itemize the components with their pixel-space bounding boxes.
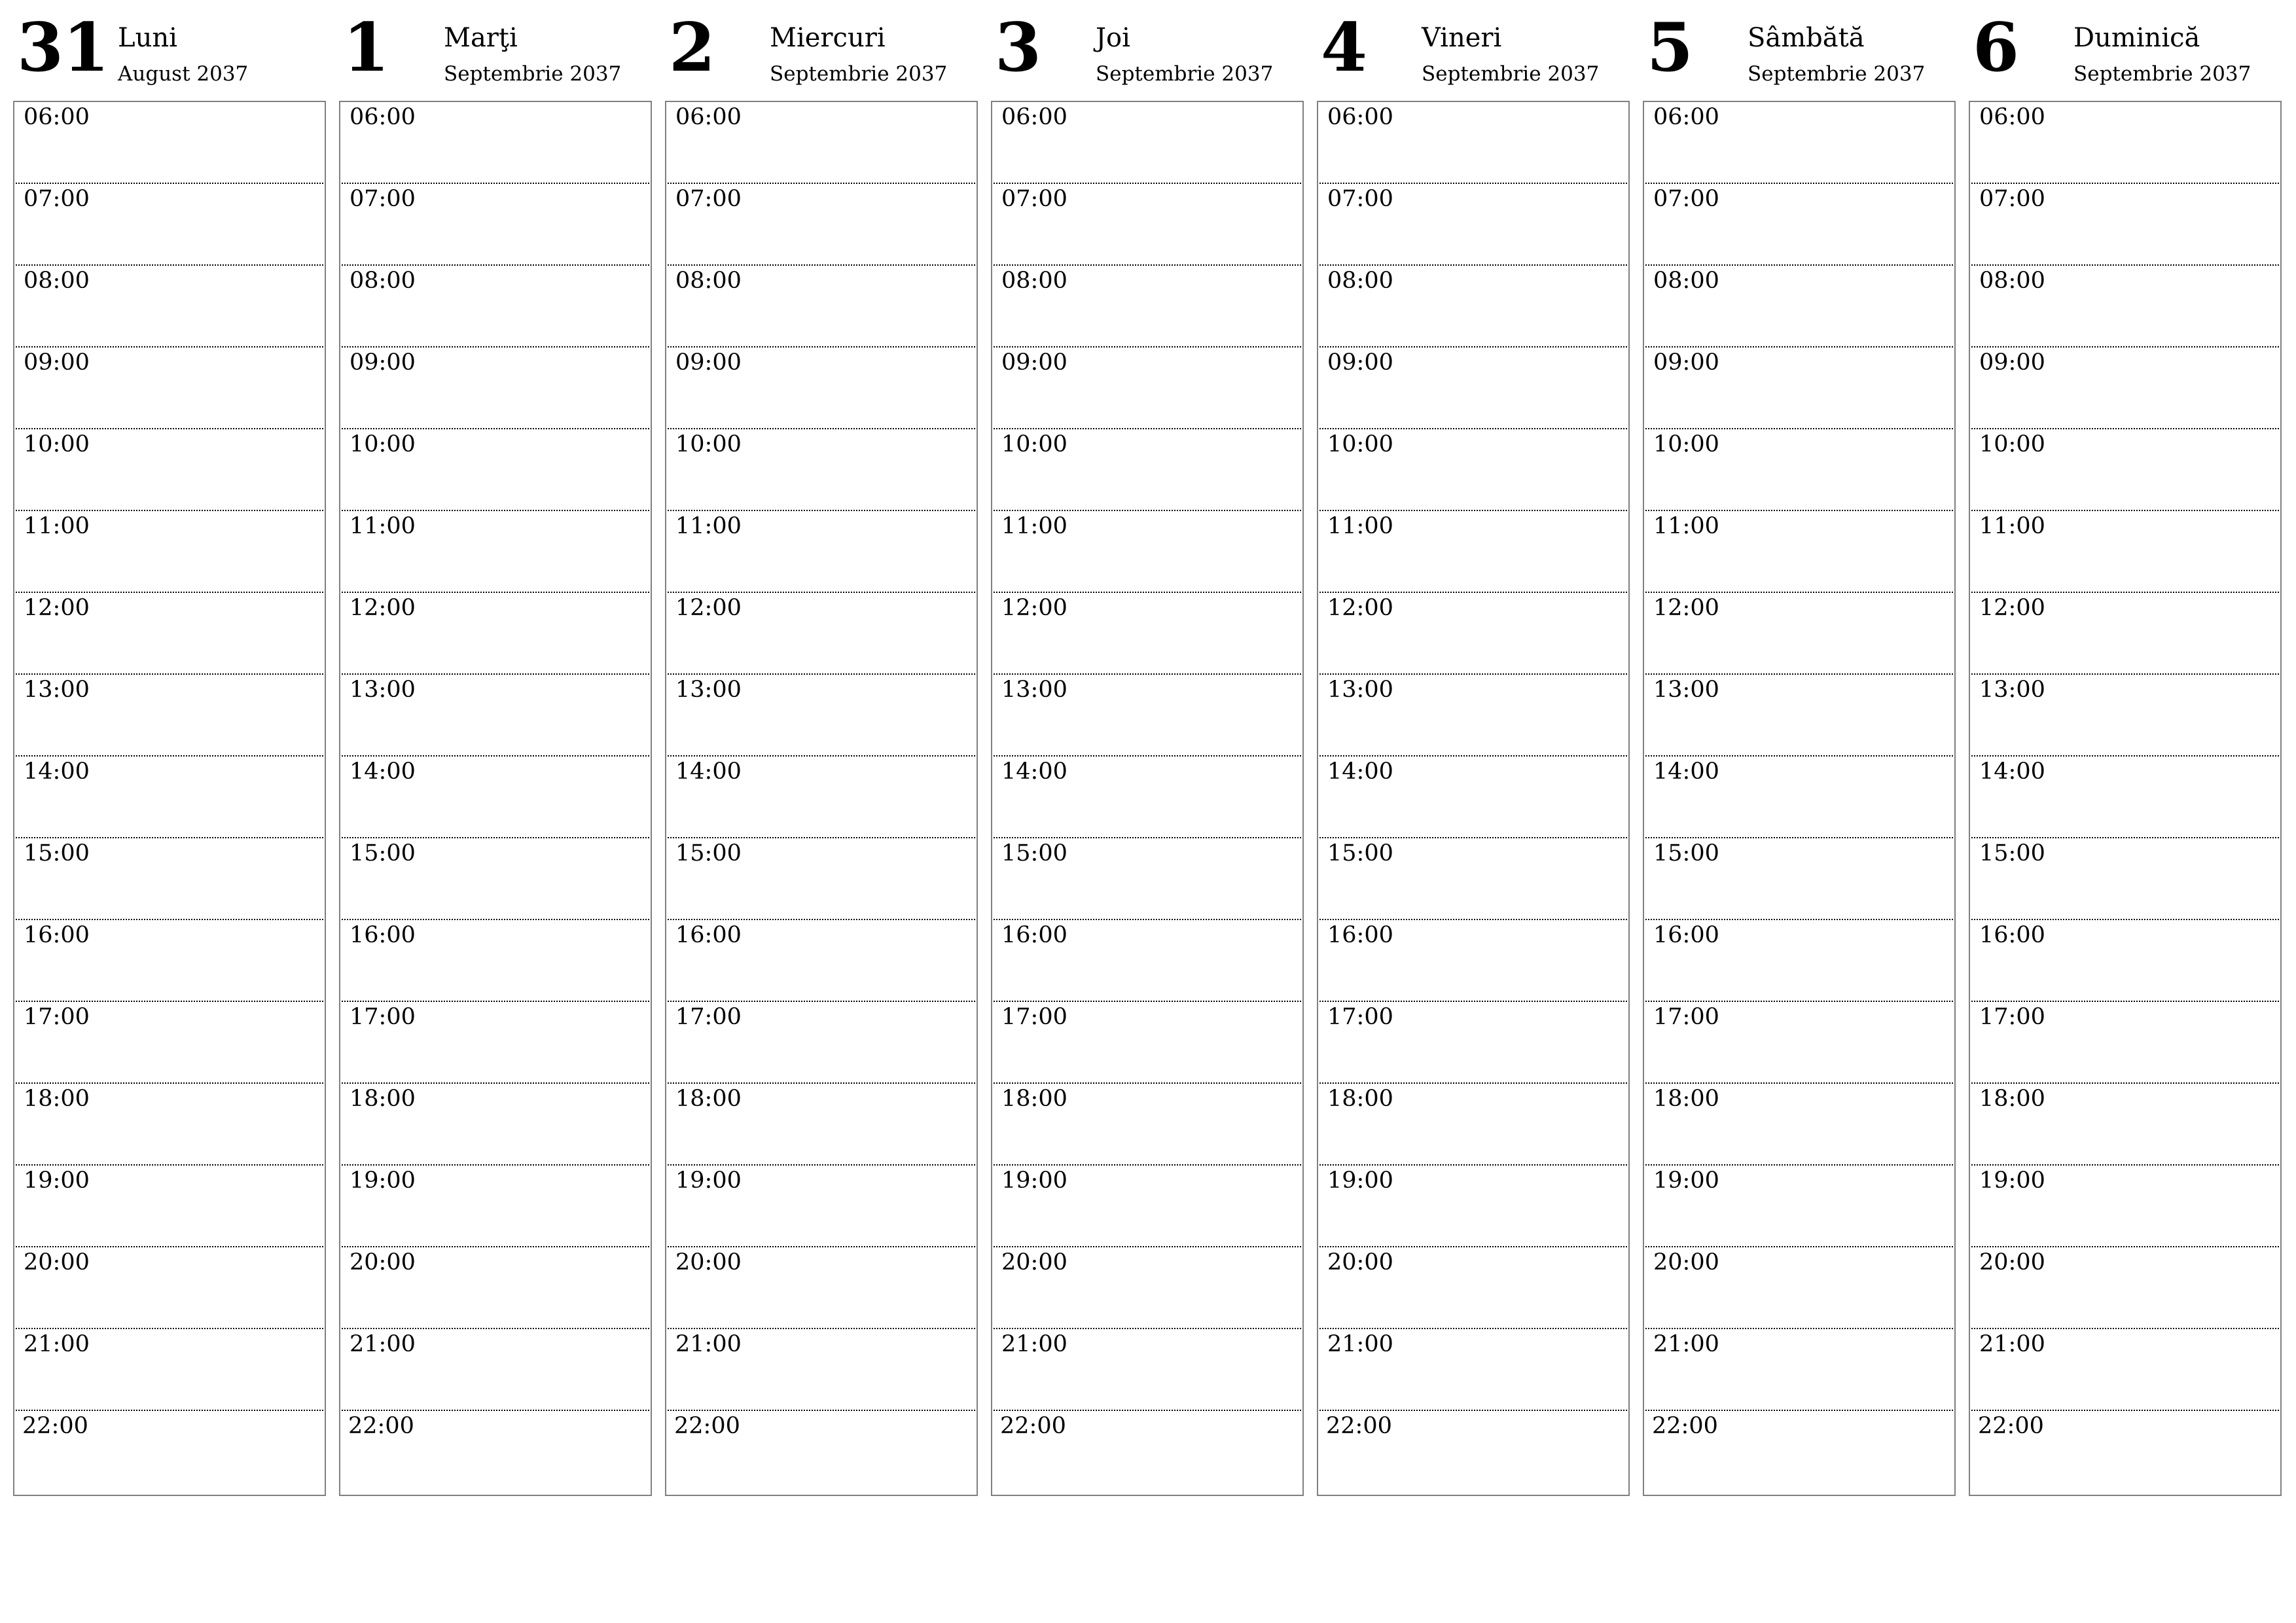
hour-slot[interactable]	[1319, 1166, 1627, 1247]
hour-label: 06:00	[1979, 104, 2045, 130]
hour-slot[interactable]	[994, 838, 1301, 920]
hour-slot[interactable]	[668, 266, 975, 348]
hour-label: 10:00	[1979, 431, 2045, 457]
hour-label: 08:00	[1001, 268, 1067, 294]
hour-label: 22:00	[22, 1413, 88, 1439]
hour-slot[interactable]	[1319, 1084, 1627, 1166]
hour-label: 09:00	[1979, 349, 2045, 376]
hour-label: 19:00	[1001, 1168, 1067, 1194]
hour-label: 12:00	[24, 595, 90, 621]
hour-label: 20:00	[350, 1249, 416, 1275]
hour-slot[interactable]	[16, 429, 323, 511]
day-schedule-box	[1317, 101, 1630, 1496]
hour-slot[interactable]	[1645, 1247, 1953, 1329]
hour-label: 13:00	[1653, 677, 1719, 703]
hour-slot[interactable]	[1319, 920, 1627, 1002]
day-number: 31	[17, 9, 109, 87]
day-schedule-box	[1969, 101, 2282, 1496]
day-header	[991, 0, 1304, 98]
hour-slot[interactable]	[16, 348, 323, 429]
hour-slot[interactable]	[994, 429, 1301, 511]
day-name: Marţi	[444, 23, 518, 53]
day-number: 4	[1321, 9, 1367, 87]
hour-slot[interactable]	[668, 1247, 975, 1329]
hour-slot[interactable]	[1319, 102, 1627, 184]
day-header	[13, 0, 326, 98]
hour-slot[interactable]	[1319, 1329, 1627, 1411]
hour-slot[interactable]	[342, 1166, 649, 1247]
hour-slot[interactable]	[16, 920, 323, 1002]
hour-slot[interactable]	[1645, 1002, 1953, 1084]
hour-label: 17:00	[1653, 1004, 1719, 1030]
hour-slot[interactable]	[994, 1166, 1301, 1247]
hour-label: 18:00	[1979, 1086, 2045, 1112]
hour-label: 11:00	[350, 513, 416, 539]
day-number: 3	[995, 9, 1041, 87]
hour-label: 16:00	[350, 922, 416, 948]
hour-slot[interactable]	[1318, 1411, 1628, 1493]
hour-label: 09:00	[24, 349, 90, 376]
hour-slot[interactable]	[16, 184, 323, 266]
hour-slot[interactable]	[668, 429, 975, 511]
hour-label: 14:00	[1001, 758, 1067, 785]
hour-label: 21:00	[1979, 1331, 2045, 1357]
hour-label: 19:00	[1979, 1168, 2045, 1194]
hour-label: 20:00	[1653, 1249, 1719, 1275]
hour-label: 18:00	[1001, 1086, 1067, 1112]
hour-label: 06:00	[24, 104, 90, 130]
day-number: 1	[343, 9, 389, 87]
day-name: Miercuri	[770, 23, 886, 53]
hour-slot[interactable]	[16, 511, 323, 593]
hour-label: 06:00	[675, 104, 742, 130]
hour-label: 15:00	[24, 840, 90, 866]
hour-slot[interactable]	[1971, 1166, 2279, 1247]
day-header	[1643, 0, 1956, 98]
hour-slot[interactable]	[1645, 511, 1953, 593]
hour-slot[interactable]	[1971, 184, 2279, 266]
hour-label: 14:00	[1653, 758, 1719, 785]
hour-label: 10:00	[675, 431, 742, 457]
hour-label: 13:00	[350, 677, 416, 703]
hour-label: 07:00	[1001, 186, 1067, 212]
hour-slot[interactable]	[1970, 1411, 2280, 1493]
day-month-year: Septembrie 2037	[444, 62, 622, 86]
hour-label: 19:00	[675, 1168, 742, 1194]
hour-label: 16:00	[1653, 922, 1719, 948]
day-month-year: Septembrie 2037	[1422, 62, 1600, 86]
hour-label: 15:00	[1327, 840, 1393, 866]
hour-label: 06:00	[1327, 104, 1393, 130]
day-number: 2	[669, 9, 715, 87]
hour-slot[interactable]	[668, 920, 975, 1002]
hour-slot[interactable]	[1319, 266, 1627, 348]
hour-slot[interactable]	[1319, 511, 1627, 593]
hour-slot[interactable]	[342, 757, 649, 838]
hour-label: 10:00	[1327, 431, 1393, 457]
hour-slot[interactable]	[1971, 593, 2279, 675]
hour-label: 15:00	[1979, 840, 2045, 866]
hour-slot[interactable]	[16, 1247, 323, 1329]
day-name: Luni	[118, 23, 177, 53]
hour-slot[interactable]	[668, 511, 975, 593]
hour-label: 21:00	[1327, 1331, 1393, 1357]
hour-label: 17:00	[675, 1004, 742, 1030]
hour-slot[interactable]	[16, 838, 323, 920]
hour-label: 16:00	[1979, 922, 2045, 948]
hour-slot[interactable]	[1971, 1329, 2279, 1411]
day-month-year: Septembrie 2037	[770, 62, 948, 86]
hour-label: 22:00	[1978, 1413, 2044, 1439]
hour-label: 10:00	[1001, 431, 1067, 457]
hour-slot[interactable]	[1319, 757, 1627, 838]
hour-label: 09:00	[1001, 349, 1067, 376]
hour-slot[interactable]	[342, 593, 649, 675]
hour-slot[interactable]	[16, 1084, 323, 1166]
hour-label: 21:00	[1653, 1331, 1719, 1357]
hour-label: 16:00	[24, 922, 90, 948]
hour-slot[interactable]	[994, 266, 1301, 348]
hour-slot[interactable]	[342, 920, 649, 1002]
hour-slot[interactable]	[1644, 1411, 1954, 1493]
hour-slot[interactable]	[1319, 1247, 1627, 1329]
hour-slot[interactable]	[1319, 348, 1627, 429]
hour-slot[interactable]	[342, 429, 649, 511]
hour-slot[interactable]	[1971, 675, 2279, 757]
day-month-year: August 2037	[118, 62, 249, 86]
hour-slot[interactable]	[1971, 920, 2279, 1002]
hour-slot[interactable]	[1645, 348, 1953, 429]
hour-slot[interactable]	[16, 1329, 323, 1411]
hour-label: 15:00	[675, 840, 742, 866]
hour-label: 15:00	[1001, 840, 1067, 866]
hour-slot[interactable]	[16, 593, 323, 675]
hour-slot[interactable]	[668, 675, 975, 757]
hour-slot[interactable]	[342, 102, 649, 184]
hour-label: 14:00	[675, 758, 742, 785]
hour-slot[interactable]	[16, 266, 323, 348]
hour-slot[interactable]	[16, 757, 323, 838]
hour-slot[interactable]	[342, 1247, 649, 1329]
hour-slot[interactable]	[1319, 429, 1627, 511]
hour-label: 13:00	[24, 677, 90, 703]
hour-label: 09:00	[350, 349, 416, 376]
day-header	[1969, 0, 2282, 98]
hour-slot[interactable]	[1971, 348, 2279, 429]
hour-slot[interactable]	[1971, 757, 2279, 838]
hour-label: 14:00	[1979, 758, 2045, 785]
hour-label: 22:00	[674, 1413, 740, 1439]
hour-slot[interactable]	[668, 838, 975, 920]
hour-slot[interactable]	[1971, 838, 2279, 920]
hour-slot[interactable]	[342, 266, 649, 348]
hour-slot[interactable]	[14, 1411, 325, 1493]
hour-label: 18:00	[1653, 1086, 1719, 1112]
hour-label: 09:00	[1327, 349, 1393, 376]
hour-slot[interactable]	[1645, 1329, 1953, 1411]
day-header	[1317, 0, 1630, 98]
hour-label: 21:00	[350, 1331, 416, 1357]
day-header	[665, 0, 978, 98]
hour-slot[interactable]	[1319, 1002, 1627, 1084]
hour-slot[interactable]	[1319, 838, 1627, 920]
hour-slot[interactable]	[1971, 511, 2279, 593]
hour-label: 07:00	[350, 186, 416, 212]
hour-label: 07:00	[24, 186, 90, 212]
hour-label: 17:00	[1327, 1004, 1393, 1030]
hour-label: 20:00	[24, 1249, 90, 1275]
hour-slot[interactable]	[1645, 675, 1953, 757]
hour-label: 11:00	[1653, 513, 1719, 539]
hour-label: 08:00	[1979, 268, 2045, 294]
hour-label: 06:00	[350, 104, 416, 130]
hour-label: 15:00	[1653, 840, 1719, 866]
hour-label: 17:00	[350, 1004, 416, 1030]
hour-label: 08:00	[24, 268, 90, 294]
hour-slot[interactable]	[1645, 429, 1953, 511]
hour-label: 09:00	[675, 349, 742, 376]
day-number: 5	[1647, 9, 1693, 87]
day-name: Vineri	[1422, 23, 1502, 53]
hour-slot[interactable]	[668, 1329, 975, 1411]
hour-label: 11:00	[1001, 513, 1067, 539]
hour-label: 13:00	[1979, 677, 2045, 703]
hour-label: 21:00	[675, 1331, 742, 1357]
hour-slot[interactable]	[994, 511, 1301, 593]
hour-slot[interactable]	[992, 1411, 1302, 1493]
hour-slot[interactable]	[668, 593, 975, 675]
hour-label: 08:00	[1653, 268, 1719, 294]
day-name: Joi	[1096, 23, 1130, 53]
hour-label: 14:00	[24, 758, 90, 785]
hour-slot[interactable]	[1645, 184, 1953, 266]
day-month-year: Septembrie 2037	[1748, 62, 1926, 86]
hour-slot[interactable]	[994, 593, 1301, 675]
hour-label: 11:00	[1327, 513, 1393, 539]
hour-slot[interactable]	[994, 920, 1301, 1002]
hour-label: 19:00	[1327, 1168, 1393, 1194]
hour-slot[interactable]	[1971, 102, 2279, 184]
hour-slot[interactable]	[1645, 920, 1953, 1002]
hour-label: 07:00	[1653, 186, 1719, 212]
hour-label: 13:00	[1001, 677, 1067, 703]
hour-slot[interactable]	[1971, 1247, 2279, 1329]
day-name: Duminică	[2073, 23, 2200, 53]
hour-label: 16:00	[1001, 922, 1067, 948]
hour-slot[interactable]	[994, 348, 1301, 429]
hour-slot[interactable]	[342, 675, 649, 757]
hour-slot[interactable]	[994, 675, 1301, 757]
hour-label: 12:00	[1653, 595, 1719, 621]
hour-slot[interactable]	[1319, 593, 1627, 675]
hour-slot[interactable]	[342, 1329, 649, 1411]
hour-slot[interactable]	[1319, 675, 1627, 757]
hour-label: 20:00	[1001, 1249, 1067, 1275]
hour-slot[interactable]	[1645, 266, 1953, 348]
hour-slot[interactable]	[1971, 1002, 2279, 1084]
hour-slot[interactable]	[1645, 1084, 1953, 1166]
hour-label: 20:00	[1979, 1249, 2045, 1275]
hour-slot[interactable]	[16, 102, 323, 184]
hour-label: 22:00	[1326, 1413, 1392, 1439]
hour-label: 16:00	[675, 922, 742, 948]
hour-label: 12:00	[1001, 595, 1067, 621]
hour-slot[interactable]	[342, 1084, 649, 1166]
hour-label: 20:00	[1327, 1249, 1393, 1275]
hour-slot[interactable]	[668, 1166, 975, 1247]
hour-slot[interactable]	[994, 102, 1301, 184]
hour-slot[interactable]	[994, 1002, 1301, 1084]
hour-label: 06:00	[1653, 104, 1719, 130]
hour-label: 09:00	[1653, 349, 1719, 376]
hour-label: 18:00	[1327, 1086, 1393, 1112]
hour-slot[interactable]	[994, 184, 1301, 266]
hour-slot[interactable]	[668, 102, 975, 184]
hour-slot[interactable]	[1645, 757, 1953, 838]
hour-slot[interactable]	[668, 757, 975, 838]
hour-label: 16:00	[1327, 922, 1393, 948]
hour-label: 18:00	[350, 1086, 416, 1112]
hour-label: 11:00	[24, 513, 90, 539]
hour-label: 15:00	[350, 840, 416, 866]
hour-slot[interactable]	[994, 1329, 1301, 1411]
hour-label: 17:00	[24, 1004, 90, 1030]
hour-slot[interactable]	[668, 348, 975, 429]
hour-slot[interactable]	[994, 757, 1301, 838]
hour-label: 17:00	[1979, 1004, 2045, 1030]
hour-slot[interactable]	[668, 1002, 975, 1084]
hour-label: 12:00	[675, 595, 742, 621]
day-number: 6	[1973, 9, 2018, 87]
hour-label: 22:00	[1000, 1413, 1066, 1439]
day-schedule-box	[1643, 101, 1956, 1496]
hour-label: 20:00	[675, 1249, 742, 1275]
hour-label: 08:00	[350, 268, 416, 294]
hour-label: 18:00	[675, 1086, 742, 1112]
hour-slot[interactable]	[342, 511, 649, 593]
hour-label: 07:00	[1979, 186, 2045, 212]
hour-slot[interactable]	[340, 1411, 651, 1493]
hour-label: 12:00	[1979, 595, 2045, 621]
hour-slot[interactable]	[1645, 102, 1953, 184]
hour-slot[interactable]	[668, 1084, 975, 1166]
day-name: Sâmbătă	[1748, 23, 1865, 53]
hour-slot[interactable]	[342, 184, 649, 266]
day-schedule-box	[339, 101, 652, 1496]
hour-label: 19:00	[350, 1168, 416, 1194]
hour-slot[interactable]	[1971, 1084, 2279, 1166]
hour-label: 18:00	[24, 1086, 90, 1112]
hour-label: 08:00	[675, 268, 742, 294]
hour-slot[interactable]	[994, 1084, 1301, 1166]
hour-label: 19:00	[24, 1168, 90, 1194]
day-month-year: Septembrie 2037	[1096, 62, 1274, 86]
hour-slot[interactable]	[342, 1002, 649, 1084]
hour-label: 10:00	[350, 431, 416, 457]
day-schedule-box	[13, 101, 326, 1496]
hour-label: 13:00	[1327, 677, 1393, 703]
hour-label: 14:00	[1327, 758, 1393, 785]
hour-label: 11:00	[675, 513, 742, 539]
hour-slot[interactable]	[994, 1247, 1301, 1329]
hour-slot[interactable]	[1645, 838, 1953, 920]
day-month-year: Septembrie 2037	[2073, 62, 2251, 86]
day-header	[339, 0, 652, 98]
hour-slot[interactable]	[1645, 1166, 1953, 1247]
hour-label: 21:00	[24, 1331, 90, 1357]
hour-label: 21:00	[1001, 1331, 1067, 1357]
hour-slot[interactable]	[1971, 266, 2279, 348]
hour-slot[interactable]	[16, 1002, 323, 1084]
hour-label: 07:00	[1327, 186, 1393, 212]
hour-label: 13:00	[675, 677, 742, 703]
hour-label: 12:00	[1327, 595, 1393, 621]
hour-label: 07:00	[675, 186, 742, 212]
hour-slot[interactable]	[16, 1166, 323, 1247]
day-schedule-box	[991, 101, 1304, 1496]
hour-slot[interactable]	[1971, 429, 2279, 511]
day-schedule-box	[665, 101, 978, 1496]
hour-slot[interactable]	[1645, 593, 1953, 675]
hour-label: 19:00	[1653, 1168, 1719, 1194]
hour-label: 10:00	[1653, 431, 1719, 457]
hour-slot[interactable]	[666, 1411, 977, 1493]
hour-label: 11:00	[1979, 513, 2045, 539]
hour-slot[interactable]	[342, 348, 649, 429]
hour-slot[interactable]	[1319, 184, 1627, 266]
hour-slot[interactable]	[668, 184, 975, 266]
hour-label: 17:00	[1001, 1004, 1067, 1030]
hour-label: 22:00	[348, 1413, 414, 1439]
hour-slot[interactable]	[342, 838, 649, 920]
hour-label: 14:00	[350, 758, 416, 785]
hour-label: 08:00	[1327, 268, 1393, 294]
hour-label: 22:00	[1652, 1413, 1718, 1439]
hour-slot[interactable]	[16, 675, 323, 757]
hour-label: 06:00	[1001, 104, 1067, 130]
hour-label: 10:00	[24, 431, 90, 457]
hour-label: 12:00	[350, 595, 416, 621]
